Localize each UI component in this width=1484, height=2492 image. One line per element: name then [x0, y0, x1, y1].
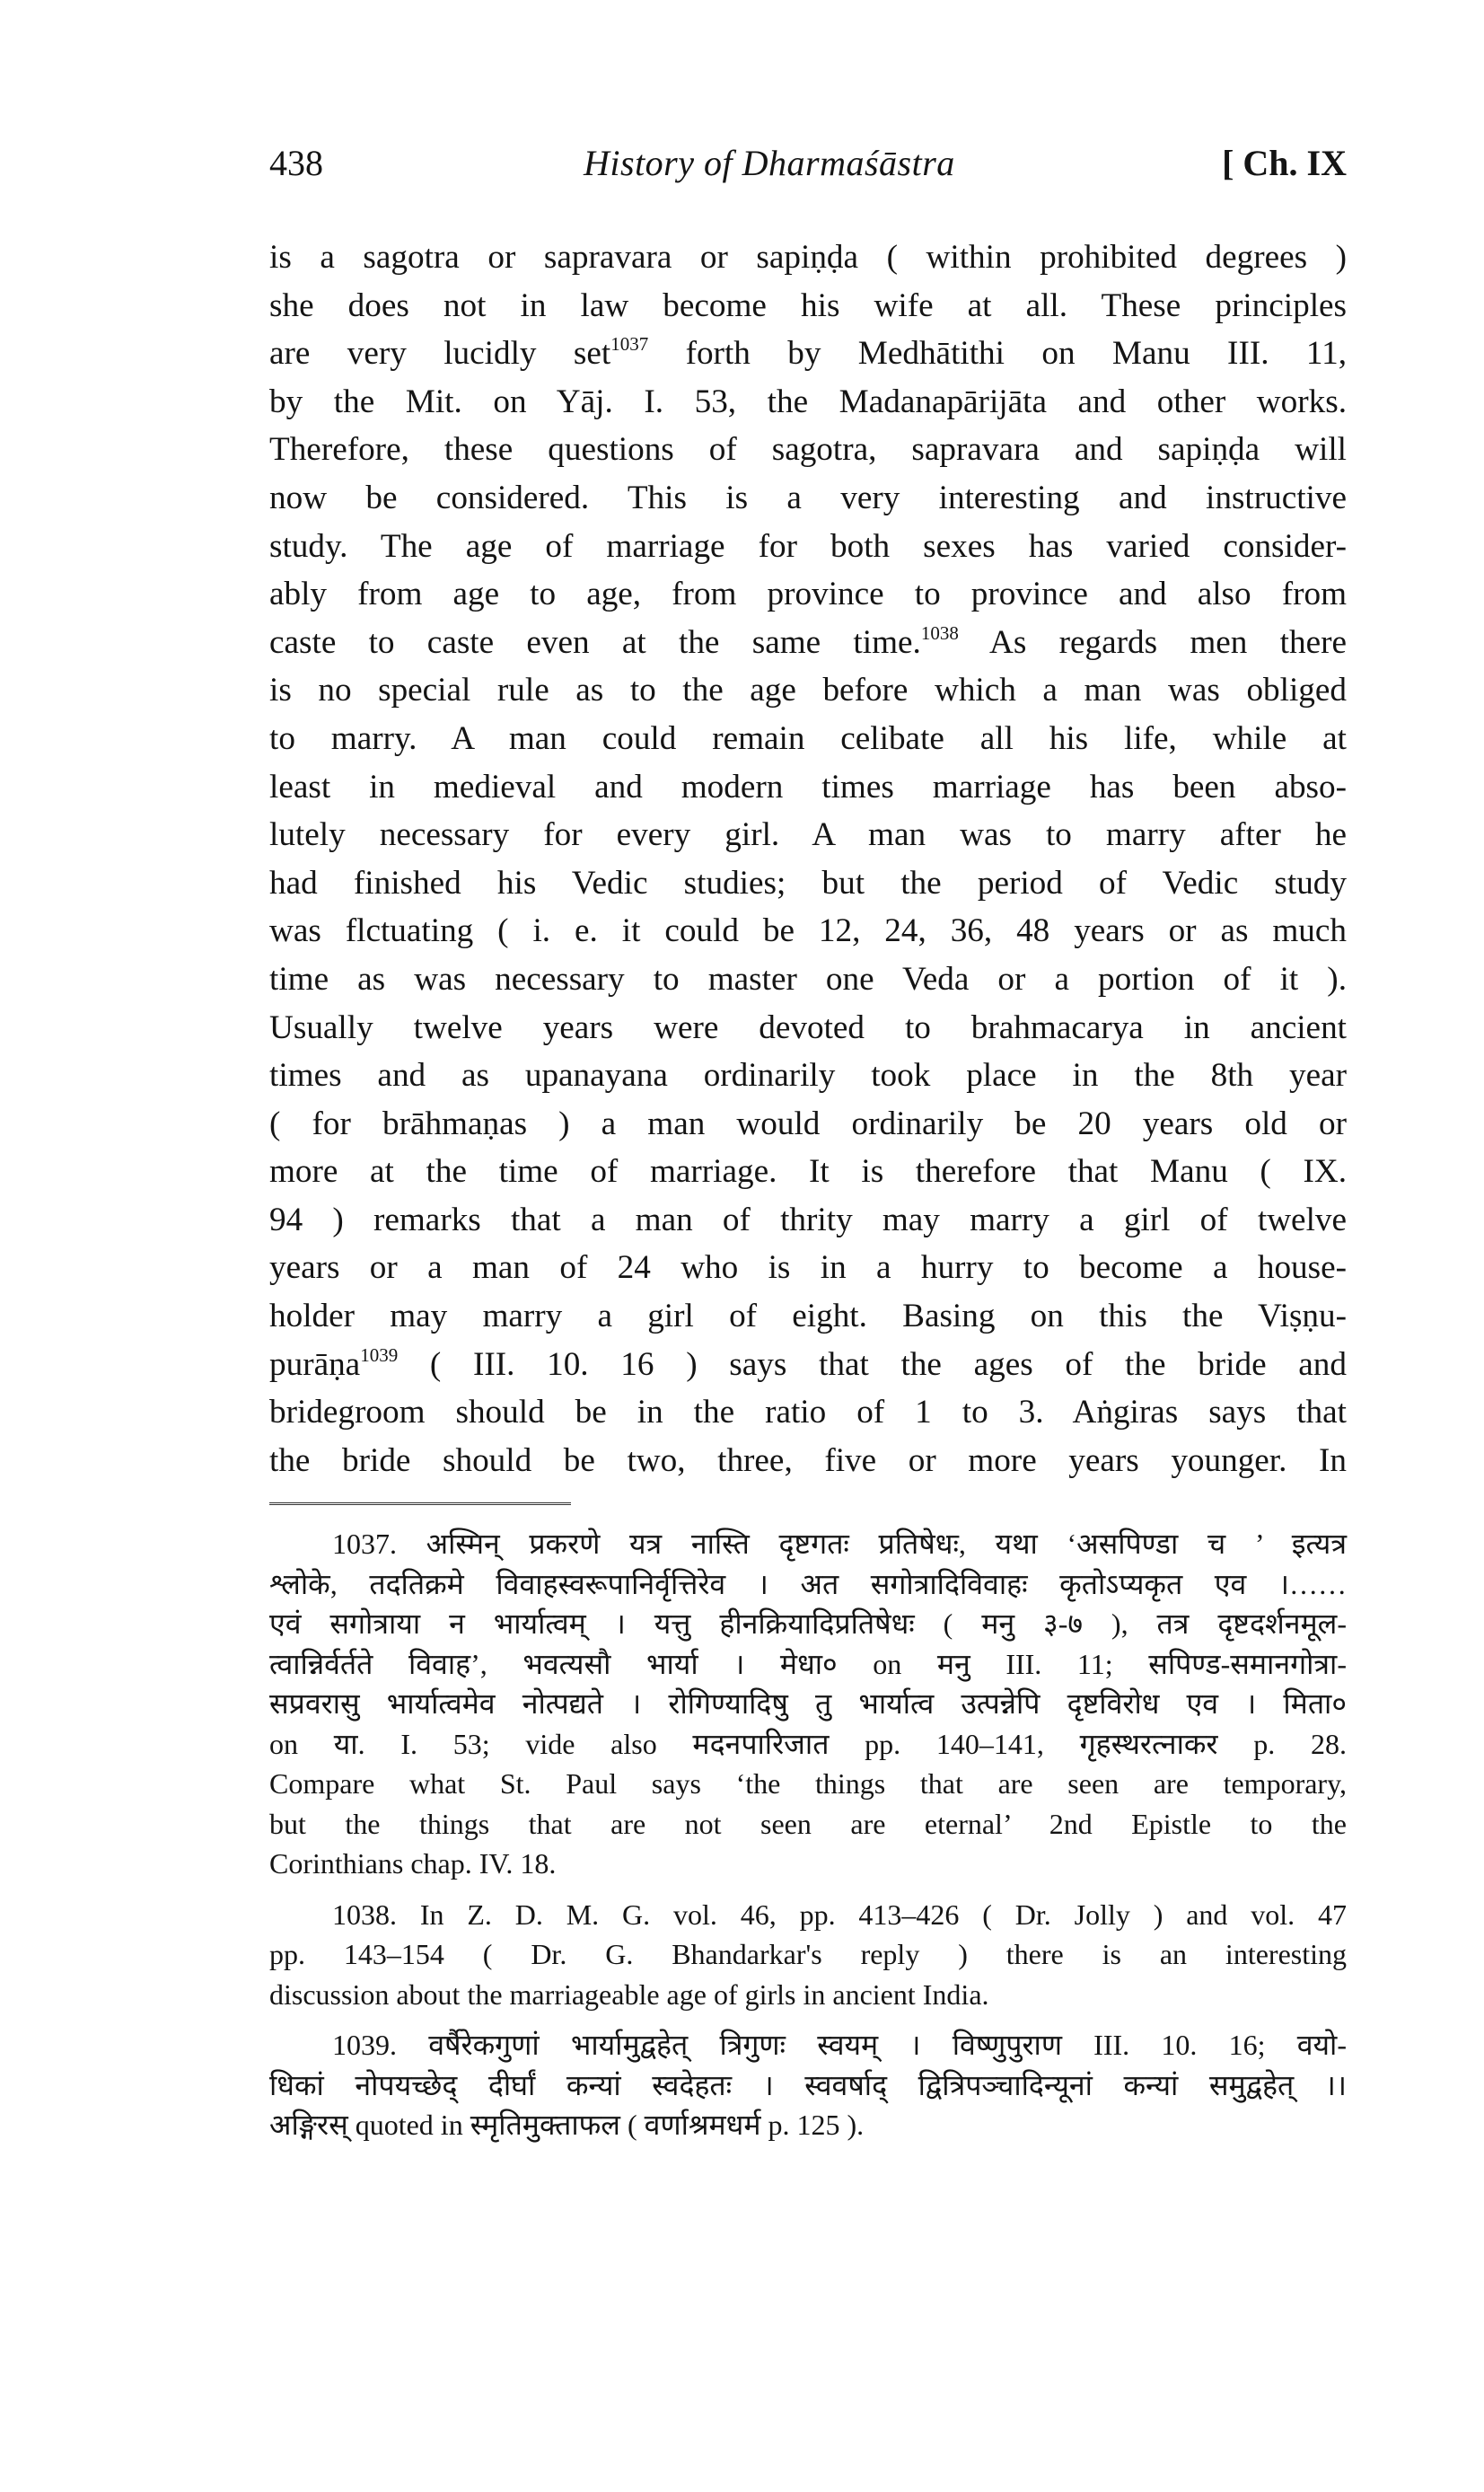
text-line: time as was necessary to master one Veda or a portion of it ). — [269, 960, 1347, 998]
text-line: 94 ) remarks that a man of thrity may marry a girl of twelve — [269, 1201, 1347, 1238]
text-line: by the Mit. on Yāj. I. 53, the Madanapārijāta and other works. — [269, 383, 1347, 420]
text-line: Therefore, these questions of sagotra, sapravara and sapiṇḍa will — [269, 431, 1347, 469]
text-line: purāṇa$^{1039}$ ( III. 10. 16 ) says that the ages of the bride and — [269, 1343, 1347, 1383]
chapter-label: [ Ch. IX — [1222, 143, 1347, 183]
footnote-line: त्वान्निर्वर्तते विवाह’, भवत्यसौ भार्या । मेधा० on मनु III. 11; सपिण्ड-समानगोत्रा- — [269, 1647, 1347, 1680]
footnote-1039 — [269, 2025, 1347, 2145]
running-head — [269, 142, 1347, 196]
text-line: is no special rule as to the age before which a man was obliged — [269, 672, 1347, 709]
footnote-line: अङ्गिरस् quoted in स्मृतिमुक्ताफल ( वर्णाश्रमधर्म p. 125 ). — [269, 2109, 865, 2142]
main-text — [269, 233, 1347, 1484]
text-line: caste to caste even at the same time.$^{1038}$ As regards men there — [269, 621, 1347, 661]
footnote-line: श्लोके, तदतिक्रमे विवाहस्वरूपानिर्वृत्तिरेव । अत सगोत्रादिविवाहः कृतोऽप्यकृत एव ।…… — [269, 1567, 1347, 1600]
running-title: History of Dharmaśāstra — [584, 143, 955, 183]
footnote-line: 1037. अस्मिन् प्रकरणे यत्र नास्ति दृष्टगतः प्रतिषेधः, यथा ‘असपिण्डा च ’ इत्यत्र — [332, 1528, 1347, 1561]
footnote-divider — [269, 1502, 571, 1510]
footnote-ref-1038: 1038 — [920, 621, 959, 644]
text-line: is a sagotra or sapravara or sapiṇḍa ( within prohibited degrees ) — [269, 239, 1347, 276]
page-number: 438 — [269, 143, 323, 183]
text-line: holder may marry a girl of eight. Basing on this the Viṣṇu- — [269, 1298, 1347, 1335]
footnote-line: 1038. In Z. D. M. G. vol. 46, pp. 413–426 ( Dr. Jolly ) and vol. 47 — [332, 1898, 1347, 1931]
footnote-1037 — [269, 1524, 1347, 1884]
footnote-line: सप्रवरासु भार्यात्वमेव नोत्पद्यते । रोगिण्यादिषु तु भार्यात्व उत्पन्नेपि दृष्टविरोध एव । मिता० — [269, 1687, 1347, 1721]
text-line: was flctuating ( i. e. it could be 12, 24, 36, 48 years or as much — [269, 912, 1347, 950]
text-line: are very lucidly set$^{1037}$ forth by Medhātithi on Manu III. 11, — [269, 333, 1347, 373]
footnote-line: Corinthians chap. IV. 18. — [269, 1847, 557, 1880]
footnote-1038 — [269, 1895, 1347, 2015]
text-line: years or a man of 24 who is in a hurry to become a house- — [269, 1249, 1347, 1287]
footnote-line: एवं सगोत्राया न भार्यात्वम् । यत्तु हीनक्रियादिप्रतिषेधः ( मनु ३-७ ), तत्र दृष्टदर्शनमूल- — [269, 1607, 1347, 1641]
text-line: bridegroom should be in the ratio of 1 to 3. Aṅgiras says that — [269, 1394, 1347, 1431]
text-line: study. The age of marriage for both sexes has varied consider- — [269, 527, 1347, 565]
footnote-line: on या. I. 53; vide also मदनपारिजात pp. 140–141, गृहस्थरत्नाकर p. 28. — [269, 1727, 1347, 1760]
text-line: least in medieval and modern times marriage has been abso- — [269, 768, 1347, 806]
text-line: now be considered. This is a very interesting and instructive — [269, 479, 1347, 516]
footnote-ref-1039: 1039 — [360, 1343, 399, 1366]
text-line: the bride should be two, three, five or more years younger. In — [269, 1441, 1347, 1479]
text-line: lutely necessary for every girl. A man was to marry after he — [269, 816, 1347, 854]
book-page — [269, 142, 1347, 2156]
text-line: she does not in law become his wife at all. These principles — [269, 286, 1347, 324]
footnotes — [269, 1524, 1347, 2145]
text-line: ably from age to age, from province to province and also from — [269, 576, 1347, 613]
footnote-line: pp. 143–154 ( Dr. G. Bhandarkar's reply ) there is an interesting — [269, 1938, 1347, 1971]
text-line: to marry. A man could remain celibate all his life, while at — [269, 719, 1347, 757]
footnote-line: but the things that are not seen are eternal’ 2nd Epistle to the — [269, 1807, 1347, 1840]
text-line: ( for brāhmaṇas ) a man would ordinarily be 20 years old or — [269, 1105, 1347, 1142]
footnote-line: Compare what St. Paul says ‘the things that are seen are temporary, — [269, 1767, 1347, 1801]
text-line: more at the time of marriage. It is therefore that Manu ( IX. — [269, 1153, 1347, 1191]
text-line: had finished his Vedic studies; but the period of Vedic study — [269, 864, 1347, 902]
text-line: Usually twelve years were devoted to brahmacarya in ancient — [269, 1008, 1347, 1046]
text-line: times and as upanayana ordinarily took place in the 8th year — [269, 1057, 1347, 1095]
footnote-line: 1039. वर्षैरेकगुणां भार्यामुद्वहेत् त्रिगुणः स्वयम् । विष्णुपुराण III. 10. 16; वयो- — [332, 2029, 1347, 2062]
footnote-line: धिकां नोपयच्छेद् दीर्घां कन्यां स्वदेहतः । स्ववर्षाद् द्वित्रिपञ्चादिन्यूनां कन्यां समुद्वहेत् ।। — [269, 2068, 1347, 2101]
footnote-line: discussion about the marriageable age of girls in ancient India. — [269, 1977, 989, 2011]
footnote-ref-1037: 1037 — [610, 333, 649, 356]
